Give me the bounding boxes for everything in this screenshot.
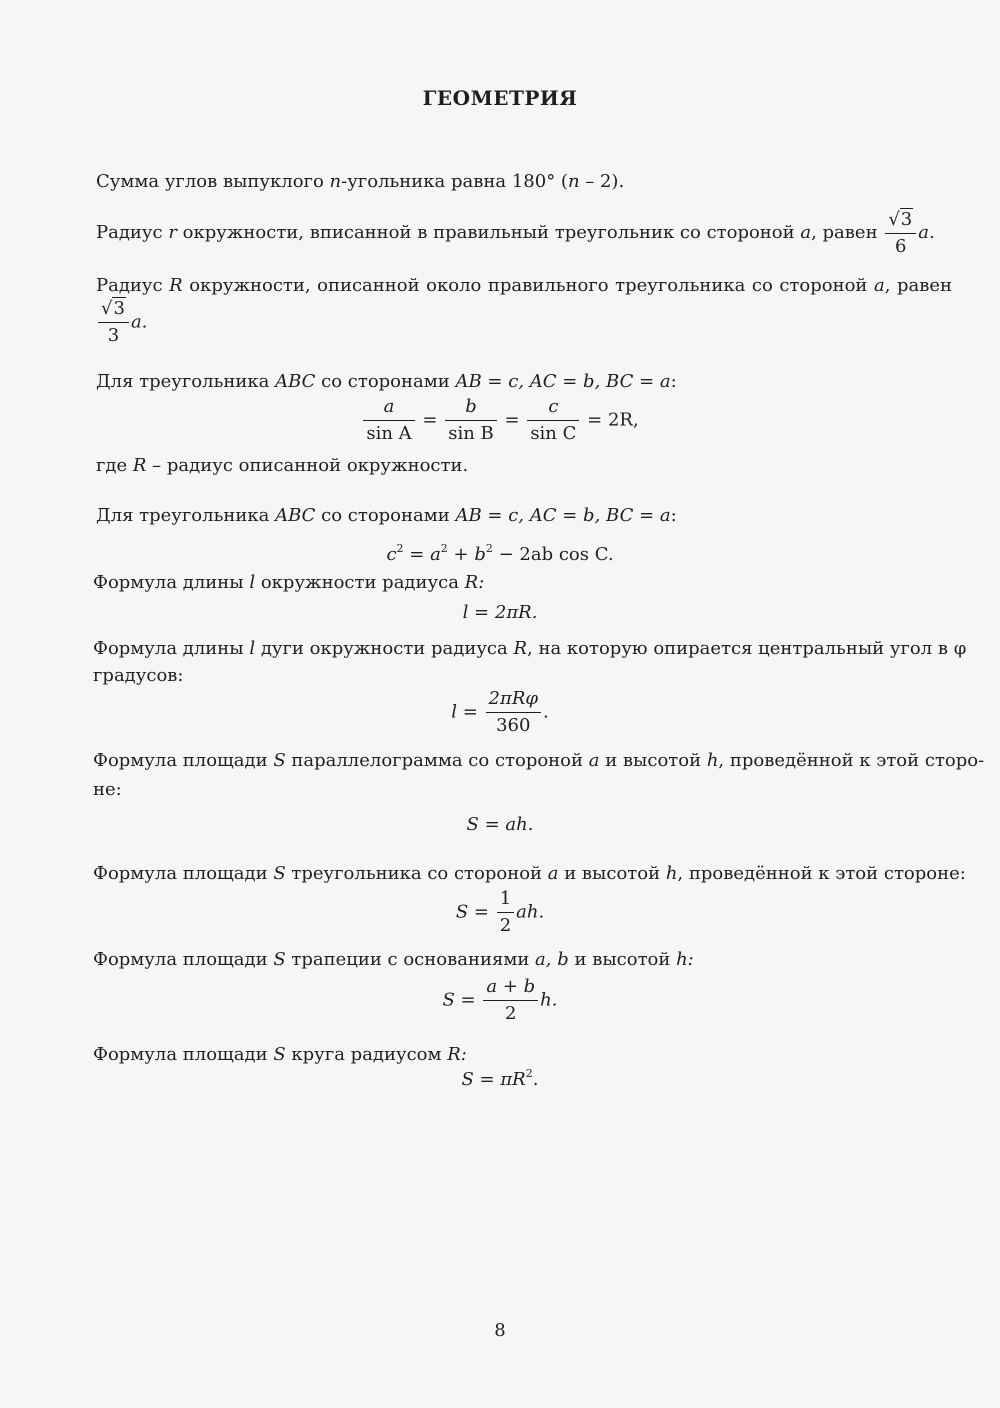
triangle-area-formula: S = $\frac{1}{2}$ ah. xyxy=(455,888,545,936)
circle-area-intro: Формула площади S круга радиусом R: xyxy=(93,1044,467,1065)
law-of-sines-formula: $\frac{a}{\text{sin A}}$ = $\frac{b}{\text{sin B}}$ = $\frac{c}{\text{sin C}}$ = 2R, xyxy=(0,396,1000,445)
trapezoid-area-formula: S = $\frac{a + b}{2}$ h. xyxy=(442,976,558,1024)
arc-length-intro: Формула длины l дуги окружности радиуса R, на которую опирается центральный угол в φ xyxy=(93,638,967,659)
parallelogram-area-formula: S = ah. xyxy=(466,814,534,835)
page-title: ГЕОМЕТРИЯ xyxy=(422,86,578,110)
page-number: 8 xyxy=(494,1320,506,1341)
arc-length-formula: l = $\frac{\text{2πRφ}}{360}$ . xyxy=(451,688,549,736)
trapezoid-area-intro: Формула площади S трапеции с основаниями a, b и высотой h: xyxy=(93,949,694,970)
angle-sum-statement: Сумма углов выпуклого n-угольника равна 180° (n – 2). xyxy=(96,171,625,192)
circumference-formula: l = 2πR. xyxy=(462,602,538,623)
law-of-cosines-intro: Для треугольника ABC со сторонами AB = c, AC = b, BC = a: xyxy=(96,505,677,526)
circumscribed-radius-formula: $\frac{√3}{3}$ a. xyxy=(96,298,147,347)
arc-length-intro-cont: градусов: xyxy=(93,665,184,686)
inscribed-radius-statement: Радиус r окружности, вписанной в правильный треугольник со стороной a, равен $\frac{√3}{6}$ a. xyxy=(96,208,935,257)
parallelogram-area-intro-cont: не: xyxy=(93,779,122,800)
triangle-area-intro: Формула площади S треугольника со стороной a и высотой h, проведённой к этой стороне: xyxy=(93,863,966,884)
law-of-sines-note: где R – радиус описанной окружности. xyxy=(96,455,469,476)
circumference-intro: Формула длины l окружности радиуса R: xyxy=(93,572,485,593)
law-of-sines-intro: Для треугольника ABC со сторонами AB = c, AC = b, BC = a: xyxy=(96,371,677,392)
parallelogram-area-intro: Формула площади S параллелограмма со стороной a и высотой h, проведённой к этой сторо- xyxy=(93,750,985,771)
law-of-cosines-formula: $c^2 = a^2 + b^2 - 2ab$ cos C. xyxy=(386,542,614,565)
circle-area-formula: $S = \pi R^2$. xyxy=(461,1067,539,1090)
inscribed-radius-fraction: $\frac{√3}{6}$ xyxy=(885,209,916,258)
circumscribed-radius-statement: Радиус R окружности, описанной около правильного треугольника со стороной a, равен xyxy=(96,275,952,296)
